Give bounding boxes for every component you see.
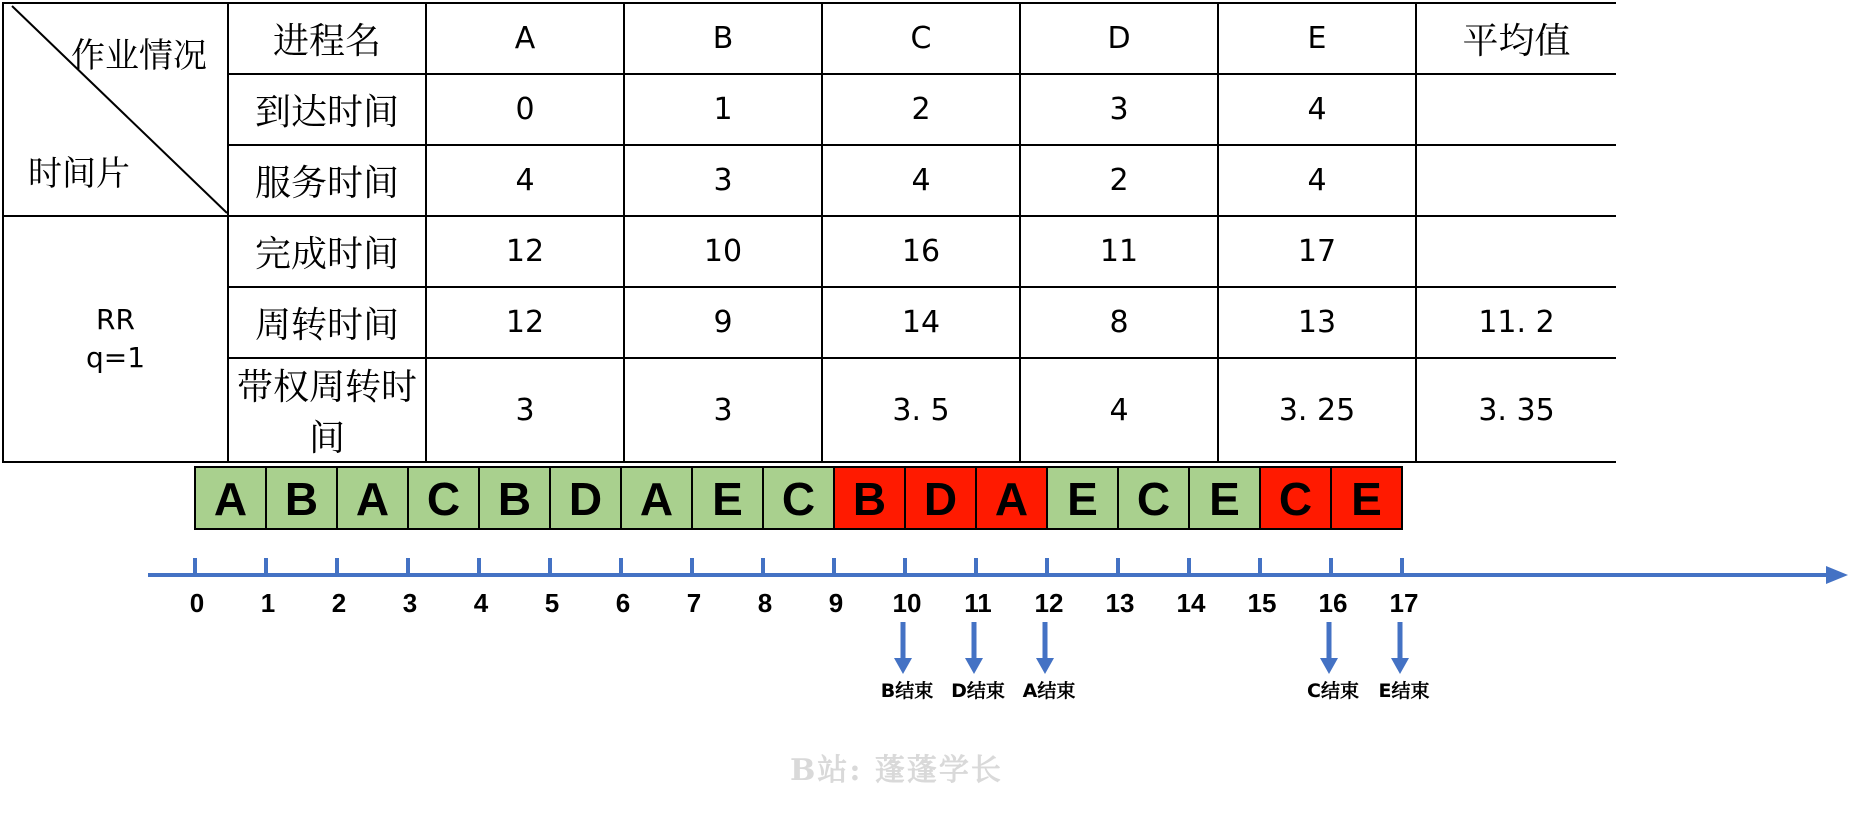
table-cell: 16 — [822, 216, 1020, 287]
row-label: 周转时间 — [228, 287, 426, 358]
axis-arrow-icon — [1826, 566, 1848, 584]
gantt-slot-label: A — [639, 473, 674, 525]
tick-label: 15 — [1247, 588, 1277, 618]
tick-label: 10 — [892, 588, 922, 618]
gantt-slot-label: D — [923, 473, 958, 525]
tick-label: 14 — [1176, 588, 1206, 618]
table-cell: 13 — [1218, 287, 1416, 358]
gantt-slot-label: E — [1067, 473, 1098, 525]
gantt-slot-label: E — [1209, 473, 1240, 525]
row-label: 服务时间 — [228, 145, 426, 216]
tick-label: 5 — [544, 588, 560, 618]
gantt-slot-label: E — [712, 473, 743, 525]
row-label: 完成时间 — [228, 216, 426, 287]
tick-label: 13 — [1105, 588, 1135, 618]
finish-event-label: C结束 — [1307, 680, 1359, 702]
tick-label: 11 — [964, 588, 992, 618]
watermark: B站: 蓬蓬学长 — [790, 753, 1003, 788]
finish-event-label: E结束 — [1378, 680, 1430, 702]
table-cell: 4 — [1218, 145, 1416, 216]
average-label: 平均值 — [1416, 3, 1616, 74]
table-cell: 1 — [624, 74, 822, 145]
corner-bottom-label: 时间片 — [28, 154, 130, 194]
table-cell: 17 — [1218, 216, 1416, 287]
table-cell: 10 — [624, 216, 822, 287]
gantt-slot-label: D — [568, 473, 603, 525]
gantt-slot-label: B — [284, 473, 319, 525]
tick-label: 1 — [260, 588, 276, 618]
table-cell: 4 — [822, 145, 1020, 216]
gantt-slot-label: E — [1351, 473, 1382, 525]
down-arrow-icon — [1036, 658, 1054, 674]
table-cell: 2 — [822, 74, 1020, 145]
tick-label: 8 — [757, 588, 773, 618]
gantt-slot-label: A — [355, 473, 390, 525]
process-name: A — [426, 3, 624, 74]
gantt-slot-label: C — [426, 473, 461, 525]
gantt-slot-label: B — [497, 473, 532, 525]
gantt-slot-label: C — [1136, 473, 1171, 525]
tick-label: 4 — [473, 588, 489, 618]
table-cell: 14 — [822, 287, 1020, 358]
algorithm-name: RR — [96, 303, 135, 336]
process-name: C — [822, 3, 1020, 74]
table-cell: 12 — [426, 287, 624, 358]
table-cell: 3 — [1020, 74, 1218, 145]
table-cell: 4 — [1218, 74, 1416, 145]
table-cell: 8 — [1020, 287, 1218, 358]
tick-label: 2 — [331, 588, 347, 618]
tick-label: 9 — [828, 588, 844, 618]
gantt-slot-label: A — [994, 473, 1029, 525]
gantt-slot-label: C — [781, 473, 816, 525]
tick-label: 7 — [686, 588, 702, 618]
process-name: D — [1020, 3, 1218, 74]
down-arrow-icon — [965, 658, 983, 674]
table-cell: 0 — [426, 74, 624, 145]
process-name: E — [1218, 3, 1416, 74]
table-cell: 3 — [624, 145, 822, 216]
finish-event-label: A结束 — [1022, 680, 1076, 702]
tick-label: 0 — [189, 588, 205, 618]
table-cell: 11 — [1020, 216, 1218, 287]
gantt-slot-label: A — [213, 473, 248, 525]
row-label: 带权周转时间 — [228, 358, 426, 462]
table-cell: 4 — [1020, 358, 1218, 462]
table-cell: 12 — [426, 216, 624, 287]
tick-label: 12 — [1034, 588, 1064, 618]
quantum-value: q=1 — [85, 341, 146, 374]
table-cell: 9 — [624, 287, 822, 358]
header-label: 进程名 — [228, 3, 426, 74]
average-cell: 3. 35 — [1416, 358, 1616, 462]
gantt-slot-label: B — [852, 473, 887, 525]
gantt-slot-label: C — [1278, 473, 1313, 525]
tick-label: 17 — [1389, 588, 1419, 618]
tick-label: 3 — [402, 588, 418, 618]
table-cell: 4 — [426, 145, 624, 216]
table-cell: 3 — [426, 358, 624, 462]
process-name: B — [624, 3, 822, 74]
row-label: 到达时间 — [228, 74, 426, 145]
corner-top-label: 作业情况 — [71, 36, 207, 76]
down-arrow-icon — [894, 658, 912, 674]
table-cell: 3. 5 — [822, 358, 1020, 462]
table-cell: 2 — [1020, 145, 1218, 216]
finish-event-label: D结束 — [951, 680, 1005, 702]
down-arrow-icon — [1391, 658, 1409, 674]
tick-label: 6 — [615, 588, 631, 618]
finish-event-label: B结束 — [880, 680, 934, 702]
average-cell: 11. 2 — [1416, 287, 1616, 358]
tick-label: 16 — [1318, 588, 1348, 618]
table-cell: 3. 25 — [1218, 358, 1416, 462]
down-arrow-icon — [1320, 658, 1338, 674]
table-cell: 3 — [624, 358, 822, 462]
